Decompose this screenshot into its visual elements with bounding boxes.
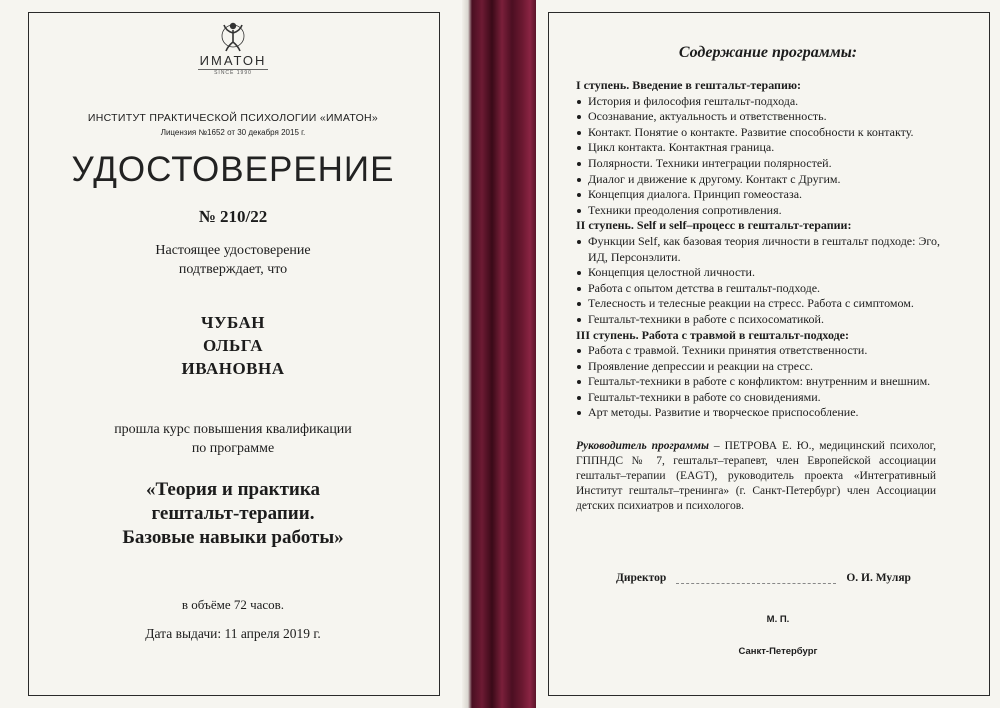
issue-city: Санкт-Петербург: [738, 646, 818, 657]
left-page: [0, 0, 466, 708]
confirm-line-1: Настоящее удостоверение: [155, 243, 311, 258]
list-item: Проявление депрессии и реакции на стресс.: [576, 359, 956, 375]
list-item: История и философия гештальт-подхода.: [576, 94, 956, 110]
course-line-1: прошла курс повышения квалификации: [114, 422, 352, 437]
program-head-info: [576, 439, 936, 514]
logo-name: ИМАТОН: [199, 53, 267, 68]
right-page: [536, 0, 1000, 708]
list-item: Концепция диалога. Принцип гомеостаза.: [576, 187, 956, 203]
institute-name: ИНСТИТУТ ПРАКТИЧЕСКОЙ ПСИХОЛОГИИ «ИМАТОН»: [87, 112, 379, 124]
director-signature-row: [616, 572, 976, 584]
holder-name: [0, 311, 466, 380]
confirm-text: [0, 241, 466, 279]
course-line-2: по программе: [191, 441, 275, 456]
stage-heading: I ступень. Введение в гештальт-терапию:: [576, 78, 802, 92]
holder-patronymic: ИВАНОВНА: [181, 359, 285, 378]
holder-surname: ЧУБАН: [201, 313, 265, 332]
license-text: Лицензия №1652 от 30 декабря 2015 г.: [160, 128, 306, 137]
program-head-label: Руководитель программы: [576, 440, 710, 452]
program-contents: [576, 78, 956, 421]
list-item: Гештальт-техники в работе со сновидениями.: [576, 390, 956, 406]
list-item: Концепция целостной личности.: [576, 265, 956, 281]
list-item: Диалог и движение к другому. Контакт с Другим.: [576, 172, 956, 188]
list-item: Функции Self, как базовая теория личности в гештальт подходе: Эго, ИД, Персонэлити.: [576, 234, 956, 265]
stage-heading: III ступень. Работа с травмой в гештальт-подходе:: [576, 327, 849, 342]
holder-first-name: ОЛЬГА: [202, 336, 264, 355]
list-item: Гештальт-техники в работе с конфликтом: внутренним и внешним.: [576, 374, 956, 390]
list-item: Цикл контакта. Контактная граница.: [576, 140, 956, 156]
list-item: Арт методы. Развитие и творческое приспособление.: [576, 405, 956, 421]
document-title: УДОСТОВЕРЕНИЕ: [71, 150, 395, 189]
list-item: Контакт. Понятие о контакте. Развитие способности к контакту.: [576, 125, 956, 141]
stage-heading: II ступень. Self и self–процесс в гештальт-терапии:: [576, 218, 852, 233]
list-item: Гештальт-техники в работе с психосоматикой.: [576, 312, 956, 328]
list-item: Работа с травмой. Техники принятия ответственности.: [576, 343, 956, 359]
signature-line: [676, 573, 836, 584]
list-item: Техники преодоления сопротивления.: [576, 203, 956, 219]
institute-logo: [0, 20, 466, 76]
list-item: Полярности. Техники интеграции полярностей.: [576, 156, 956, 172]
program-line-1: «Теория и практика: [145, 479, 321, 500]
stage-items: [576, 234, 956, 328]
issue-date: Дата выдачи: 11 апреля 2019 г.: [145, 626, 321, 641]
stage-items: [576, 94, 956, 219]
list-item: Осознавание, актуальность и ответственность.: [576, 109, 956, 125]
binding-spine: [462, 0, 540, 708]
seal-place: М. П.: [766, 614, 790, 625]
program-line-2: гештальт-терапии.: [151, 503, 315, 524]
list-item: Работа с опытом детства в гештальт-подходе.: [576, 281, 956, 297]
certificate-number: № 210/22: [198, 207, 268, 226]
stage-items: [576, 343, 956, 421]
director-label: Директор: [616, 572, 667, 584]
logo-since: SINCE 1990: [214, 70, 252, 76]
course-volume: в объёме 72 часов.: [181, 597, 285, 612]
confirm-line-2: подтверждает, что: [178, 262, 288, 277]
program-head-description: – ПЕТРОВА Е. Ю., медицинский психолог, ГППНДС № 7, гештальт–терапевт, член Европейской ассоциации гештальт–терапии (EAGT), руководитель проекта «Интегративный Институт гештальт–тренинга» (г. Санкт-Петербург) член Ассоциации детских психиатров и психологов.: [576, 440, 936, 512]
program-line-3: Базовые навыки работы»: [122, 527, 344, 548]
program-title: [0, 478, 466, 550]
course-text: [0, 420, 466, 458]
logo-figure-icon: [220, 20, 246, 52]
list-item: Телесность и телесные реакции на стресс. Работа с симптомом.: [576, 296, 956, 312]
program-contents-title: Содержание программы:: [678, 44, 858, 61]
director-name: О. И. Муляр: [846, 572, 911, 584]
